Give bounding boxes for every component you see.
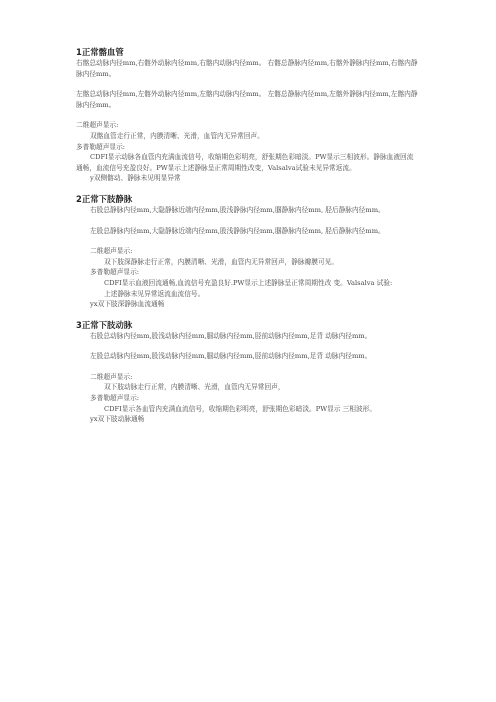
section-3-doppler-wrap	[76, 404, 420, 415]
document-page	[76, 47, 420, 425]
section-2-doppler-wrap	[76, 278, 420, 289]
section-3-doppler-text: CDFI显示各血管内充满血流信号，收缩期色彩明亮，舒张期色彩暗淡。PW显示 三相波形。	[104, 404, 377, 413]
section-3-2d-label: 二维超声显示:	[90, 372, 133, 381]
section-1-title: 1正常髂血管	[76, 47, 124, 57]
section-2-doppler-text2: 上述静脉未见异常返流血流信号。	[104, 289, 205, 298]
section-1-2d-label: 二维超声显示:	[76, 121, 119, 130]
section-2-right-measurements: 右股总静脉内径mm,大隐静脉近端内径mm,股浅静脉内径mm,腘静脉内径mm, 胫后静脉内径mm。	[90, 205, 385, 214]
section-2-2d-text: 双下肢深静脉走行正常，内膜清晰、光滑，血管内无异常回声，静脉瓣膜可见。	[104, 257, 339, 266]
section-3-title: 3正常下肢动脉	[76, 319, 133, 330]
section-1-conclusion: y双侧髂动、静脉未见明显异常	[90, 174, 181, 183]
section-2-title: 2正常下肢静脉	[76, 193, 133, 204]
section-3-conclusion: yx双下肢动脉通畅	[90, 415, 145, 424]
section-2-doppler-label: 多普勒超声显示:	[90, 268, 140, 277]
section-3-right-measurements: 右股总动脉内径mm,股浅动脉内径mm,腘动脉内径mm,胫前动脉内径mm,足背 动脉内径mm。	[90, 331, 372, 340]
section-3-doppler-label: 多普勒超声显示:	[90, 394, 140, 403]
section-3-left-measurements: 左股总动脉内径mm,股浅动脉内径mm,腘动脉内径mm,胫前动脉内径mm,足背 动脉内径mm。	[90, 352, 372, 361]
section-3-2d-text: 双下肢动脉走行正常，内膜清晰、光滑，血管内无异常回声，	[104, 383, 285, 392]
section-1-left-measurements: 左髂总动脉内径mm,左髂外动脉内径mm,左髂内动脉内径mm。 左髂总静脉内径mm,左髂外静脉内径mm,左髂内静脉内径mm。	[76, 90, 418, 109]
section-2-2d-label: 二维超声显示:	[90, 247, 133, 256]
section-2-conclusion: yx双下肢深静脉血流通畅	[90, 300, 165, 309]
section-1-2d-text: 双髂血管走行正常，内膜清晰、光滑，血管内无异常回声。	[90, 131, 264, 140]
section-1-right-measurements: 右髂总动脉内径mm,右髂外动脉内径mm,右髂内动脉内径mm。 右髂总静脉内径mm,右髂外静脉内径mm,右髂内静脉内径mm。	[76, 59, 418, 78]
section-2-left-measurements: 左股总静脉内径mm,大隐静脉近端内径mm,股浅静脉内径mm,腘静脉内径mm, 胫后静脉内径mm。	[90, 226, 385, 235]
section-2-doppler-text: CDFI显示血液回流通畅,血流信号充盈良好.PW显示上述静脉呈正常周期性改 变。Valsalva 试验:	[104, 278, 393, 287]
section-1-doppler-text: CDFI显示动脉各血管内充满血流信号，收缩期色彩明亮，舒张期色彩暗淡。PW显示三相波形。静脉血液回流通畅，血流信号充盈良好。PW显示上述静脉呈正常周期性改变，Valsalva试验未见异常返流。	[76, 153, 414, 172]
section-1-doppler-label: 多普勒超声显示:	[76, 142, 126, 151]
